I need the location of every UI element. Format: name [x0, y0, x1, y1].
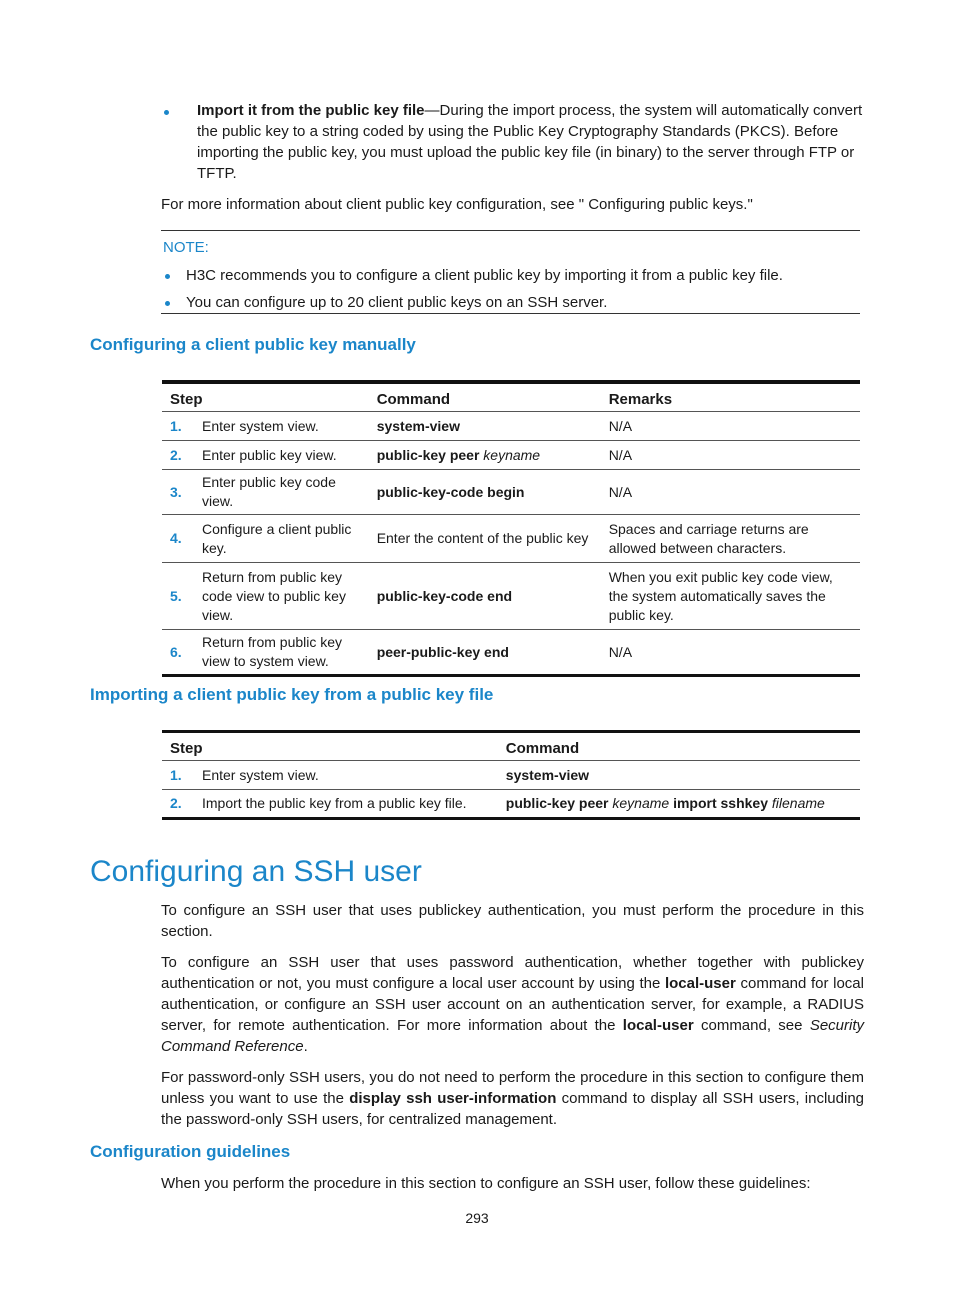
command-cell: [498, 761, 860, 790]
step-number: 4.: [162, 515, 194, 563]
step-description: Enter public key view.: [194, 441, 369, 470]
step-number: 2.: [162, 441, 194, 470]
text-run: To configure an SSH user that uses password authentication, whether together with publickey authentication or not, you must configure a local user account by using the: [161, 954, 864, 992]
import-steps-table: [162, 730, 860, 820]
section-heading-guidelines: Configuration guidelines: [90, 1142, 291, 1161]
reference-title: Security Command Reference: [161, 1017, 864, 1055]
import-bullet-body: —During the import process, the system will automatically convert the public key to a string coded by using the Public Key Cryptography Standards (PKCS). Before importing the public key, you must upload the public key file (in binary) to the server through FTP or TFTP.: [197, 102, 863, 182]
table-row: [162, 441, 860, 470]
command-cell: [369, 563, 601, 630]
column-header-step: Step: [170, 740, 203, 757]
section-heading-manual: Configuring a client public key manually: [90, 335, 416, 354]
table-header-row: [162, 382, 860, 412]
table-row: [162, 761, 860, 790]
text-run: command, see: [693, 1017, 810, 1034]
command-cell: [369, 441, 601, 470]
step-number: 5.: [162, 563, 194, 630]
command-keyword: local-user: [664, 975, 736, 992]
step-description: Enter system view.: [194, 412, 369, 441]
table-header-row: [162, 732, 860, 761]
command-argument: keyname: [612, 795, 670, 811]
note-item: H3C recommends you to configure a client public key by importing it from a public key file.: [186, 267, 783, 284]
page-number: 293: [465, 1210, 489, 1226]
text-run: command for local authentication, or configure an SSH user account on an authentication server, for example, a RADIUS server, for remote authentication. For more information about the: [161, 975, 864, 1034]
bullet-icon: [164, 110, 169, 115]
command-cell: [498, 790, 860, 819]
ssh-user-paragraph-2: [161, 952, 864, 1057]
command-cell: Enter the content of the public key: [369, 515, 601, 563]
remarks-cell: N/A: [601, 630, 860, 676]
remarks-cell: N/A: [601, 441, 860, 470]
text-run: For password-only SSH users, you do not need to perform the procedure in this section to configure them unless you want to use the: [161, 1069, 864, 1107]
import-bullet-text: [197, 100, 864, 184]
bullet-icon: [165, 301, 170, 306]
command-keyword: import sshkey: [673, 795, 769, 811]
column-header-command: Command: [505, 740, 580, 757]
column-header-step: Step: [170, 391, 203, 408]
command-argument: filename: [771, 795, 825, 811]
command-cell: [369, 630, 601, 676]
note-top-rule: [161, 230, 860, 231]
step-number: 2.: [162, 790, 194, 819]
note-label: NOTE:: [163, 239, 209, 256]
table-row: [162, 515, 860, 563]
note-item: You can configure up to 20 client public keys on an SSH server.: [186, 294, 608, 311]
table-row: [162, 790, 860, 819]
command-cell: [369, 412, 601, 441]
command-cell: [369, 470, 601, 515]
table-row: [162, 412, 860, 441]
command-keyword: local-user: [622, 1017, 694, 1034]
command-argument: keyname: [483, 446, 541, 463]
ssh-user-paragraph-3: [161, 1067, 864, 1130]
command-keyword: display ssh user-information: [349, 1090, 557, 1107]
step-description: Enter public key code view.: [194, 470, 369, 515]
text-run: .: [303, 1038, 308, 1055]
step-description: Configure a client public key.: [194, 515, 369, 563]
remarks-cell: N/A: [601, 412, 860, 441]
command-keyword: public-key peer: [376, 446, 480, 463]
step-description: Return from public key code view to public key view.: [194, 563, 369, 630]
remarks-cell: When you exit public key code view, the system automatically saves the public key.: [601, 563, 860, 630]
command-keyword: public-key peer: [505, 795, 609, 811]
text-run: command to display all SSH users, including the password-only SSH users, for centralized management.: [161, 1090, 865, 1128]
command-keyword: public-key-code begin: [376, 483, 525, 500]
remarks-cell: N/A: [601, 470, 860, 515]
guidelines-intro: When you perform the procedure in this section to configure an SSH user, follow these guidelines:: [161, 1175, 811, 1192]
step-description: Return from public key view to system view.: [194, 630, 369, 676]
command-keyword: system-view: [376, 417, 460, 434]
column-header-command: Command: [376, 391, 451, 408]
bullet-icon: [165, 274, 170, 279]
step-description: Import the public key from a public key file.: [194, 790, 498, 819]
table-row: [162, 630, 860, 676]
remarks-cell: Spaces and carriage returns are allowed between characters.: [601, 515, 860, 563]
command-keyword: public-key-code end: [376, 587, 513, 604]
import-bullet-lead: Import it from the public key file: [197, 102, 425, 119]
step-number: 3.: [162, 470, 194, 515]
step-number: 1.: [162, 761, 194, 790]
page-title: Configuring an SSH user: [90, 855, 422, 888]
table-row: [162, 563, 860, 630]
manual-steps-table: [162, 380, 860, 677]
step-number: 6.: [162, 630, 194, 676]
command-keyword: system-view: [505, 766, 590, 783]
column-header-remarks: Remarks: [608, 391, 673, 408]
step-description: Enter system view.: [194, 761, 498, 790]
step-number: 1.: [162, 412, 194, 441]
more-info-paragraph: For more information about client public key configuration, see " Configuring public keys.": [161, 196, 753, 213]
section-heading-import: Importing a client public key from a public key file: [90, 685, 494, 704]
command-keyword: peer-public-key end: [376, 643, 509, 660]
note-bottom-rule: [161, 313, 860, 314]
ssh-user-paragraph-1: To configure an SSH user that uses publickey authentication, you must perform the procedure in this section.: [161, 902, 864, 940]
table-row: [162, 470, 860, 515]
